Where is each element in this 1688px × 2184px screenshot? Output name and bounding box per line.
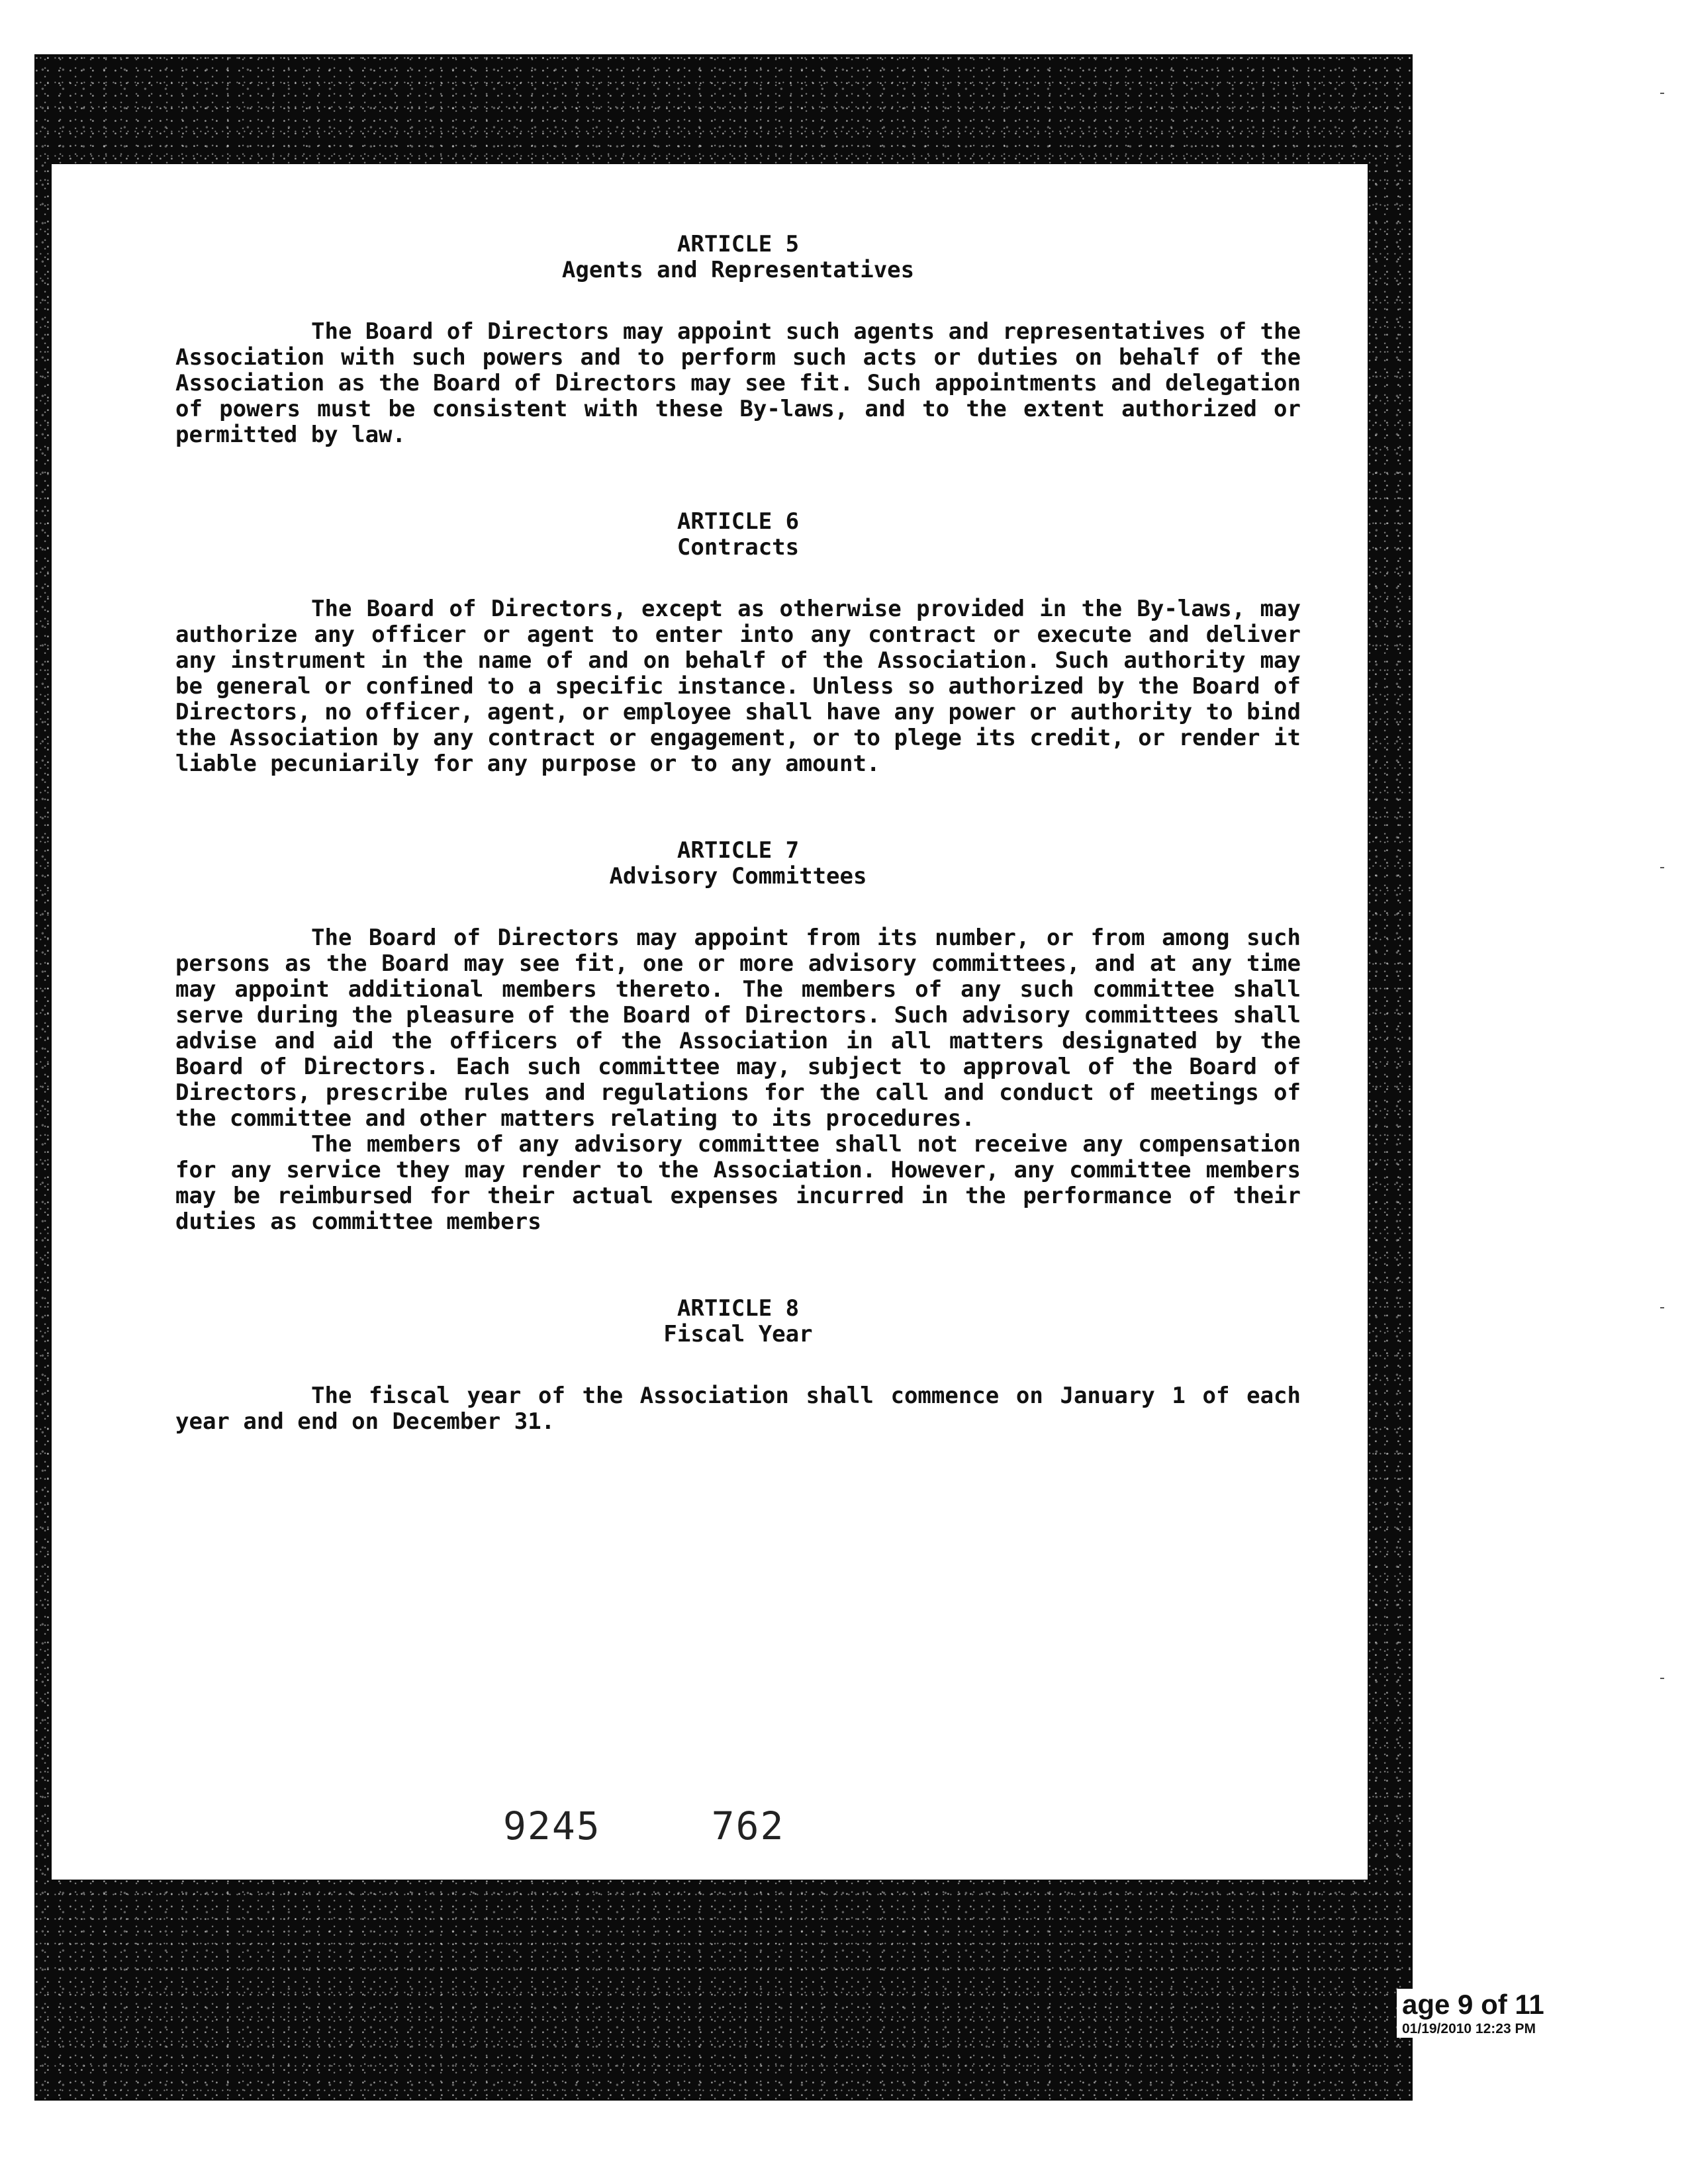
article-heading bbox=[175, 1296, 1301, 1347]
article-paragraph: The fiscal year of the Association shall commence on January 1 of each year and end on December 31. bbox=[175, 1383, 1301, 1435]
article-5 bbox=[175, 232, 1301, 448]
article-heading bbox=[175, 232, 1301, 283]
article-heading bbox=[175, 509, 1301, 561]
document-reference-numbers bbox=[503, 1803, 784, 1848]
article-number: ARTICLE 8 bbox=[677, 1295, 800, 1322]
article-number: ARTICLE 5 bbox=[677, 231, 800, 257]
article-6 bbox=[175, 509, 1301, 777]
article-number: ARTICLE 7 bbox=[677, 837, 800, 864]
article-7 bbox=[175, 838, 1301, 1235]
print-timestamp: 01/19/2010 12:23 PM bbox=[1397, 2021, 1544, 2038]
margin-mark bbox=[1660, 93, 1664, 94]
article-paragraph: The Board of Directors may appoint from its number, or from among such persons as the Board may see fit, one or more advisory committees, and at any time may appoint additional members thereto. The members of any such committee shall serve during the pleasure of the Board of Directors. Such advisory committees shall advise and aid the officers of the Association in all matters designated by the Board of Directors. Each such committee may, subject to approval of the Board of Directors, prescribe rules and regulations for the call and conduct of meetings of the committee and other matters relating to its procedures. bbox=[175, 925, 1301, 1132]
article-heading bbox=[175, 838, 1301, 889]
article-paragraph: The Board of Directors, except as otherwise provided in the By-laws, may authorize any officer or agent to enter into any contract or execute and deliver any instrument in the name of and on behalf of the Association. Such authority may be general or confined to a specific instance. Unless so authorized by the Board of Directors, no officer, agent, or employee shall have any power or authority to bind the Association by any contract or engagement, or to plege its credit, or render it liable pecuniarily for any purpose or to any amount. bbox=[175, 596, 1301, 777]
page-footer bbox=[1397, 1989, 1544, 2038]
document-body bbox=[175, 232, 1301, 1496]
article-title: Agents and Representatives bbox=[561, 257, 915, 283]
article-paragraph: The members of any advisory committee shall not receive any compensation for any service they may render to the Association. However, any committee members may be reimbursed for their actual expenses incurred in the performance of their duties as committee members bbox=[175, 1131, 1301, 1235]
page-count-label: age 9 of 11 bbox=[1397, 1989, 1544, 2021]
page-reference-number: 762 bbox=[711, 1803, 785, 1848]
article-paragraph: The Board of Directors may appoint such agents and representatives of the Association with such powers and to perform such acts or duties on behalf of the Association as the Board of Directors may see fit. Such appointments and delegation of powers must be consistent with these By-laws, and to the extent authorized or permitted by law. bbox=[175, 318, 1301, 448]
article-number: ARTICLE 6 bbox=[677, 508, 800, 535]
margin-mark bbox=[1660, 1678, 1664, 1679]
book-number: 9245 bbox=[503, 1803, 601, 1848]
margin-mark bbox=[1660, 867, 1664, 868]
article-8 bbox=[175, 1296, 1301, 1435]
article-title: Fiscal Year bbox=[663, 1321, 813, 1347]
article-title: Advisory Committees bbox=[609, 863, 867, 889]
margin-mark bbox=[1660, 1307, 1664, 1308]
article-title: Contracts bbox=[677, 534, 800, 561]
